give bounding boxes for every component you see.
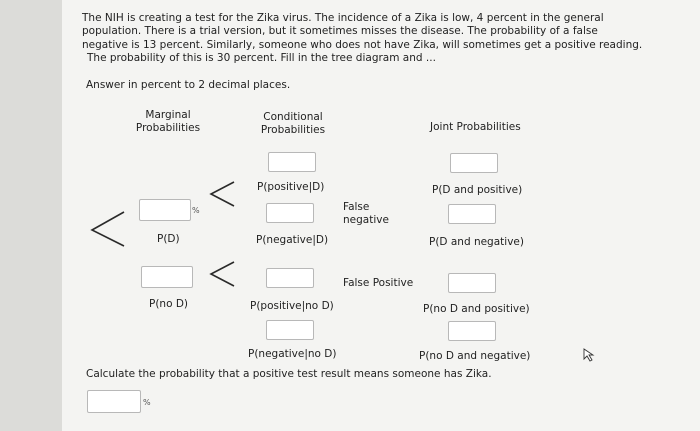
question-line-1: The NIH is creating a test for the Zika virus. The incidence of a Zika is low, 4 percent in the general	[82, 12, 604, 24]
false-negative-label-1: False	[343, 201, 370, 213]
header-conditional-2: Probabilities	[260, 124, 326, 136]
header-marginal-2: Probabilities	[135, 122, 201, 134]
false-negative-label-2: negative	[343, 214, 389, 226]
nod-branch-chevron	[208, 260, 238, 290]
d-branch-chevron	[208, 180, 238, 210]
false-positive-label: False Positive	[343, 277, 414, 289]
question-text	[82, 12, 642, 66]
header-conditional-1: Conditional	[263, 111, 323, 123]
p-pos-given-nod-input[interactable]	[266, 268, 314, 288]
header-marginal-1: Marginal	[145, 109, 191, 121]
p-neg-given-nod-label: P(negative|no D)	[248, 348, 337, 360]
joint-d-pos-input[interactable]	[450, 153, 498, 173]
p-pos-given-d-input[interactable]	[268, 152, 316, 172]
final-answer-input[interactable]	[87, 390, 141, 413]
final-question-text: Calculate the probability that a positive test result means someone has Zika.	[86, 368, 492, 380]
p-neg-given-d-input[interactable]	[266, 203, 314, 223]
root-branch-chevron	[88, 210, 128, 248]
joint-nod-neg-input[interactable]	[448, 321, 496, 341]
p-d-label: P(D)	[157, 233, 180, 245]
question-line-2: population. There is a trial version, but it sometimes misses the disease. The probability of a false	[82, 25, 598, 38]
question-line-4: The probability of this is 30 percent. Fill in the tree diagram and ...	[87, 52, 436, 65]
mouse-pointer-icon	[583, 348, 595, 362]
question-line-3: negative is 13 percent. Similarly, someone who does not have Zika, will sometimes get a positive reading.	[82, 38, 643, 51]
p-d-percent-sign: %	[192, 206, 200, 215]
p-pos-given-nod-label: P(positive|no D)	[250, 300, 334, 312]
p-no-d-input[interactable]	[141, 266, 193, 288]
joint-d-neg-label: P(D and negative)	[429, 236, 524, 248]
joint-d-pos-label: P(D and positive)	[432, 184, 523, 196]
p-neg-given-nod-input[interactable]	[266, 320, 314, 340]
p-no-d-label: P(no D)	[149, 298, 189, 310]
joint-nod-neg-label: P(no D and negative)	[419, 350, 531, 362]
joint-nod-pos-input[interactable]	[448, 273, 496, 293]
joint-nod-pos-label: P(no D and positive)	[423, 303, 530, 315]
header-joint: Joint Probabilities	[430, 121, 521, 133]
p-neg-given-d-label: P(negative|D)	[256, 234, 329, 246]
p-d-input[interactable]	[139, 199, 191, 221]
instruction-text: Answer in percent to 2 decimal places.	[86, 79, 291, 91]
p-pos-given-d-label: P(positive|D)	[257, 181, 325, 193]
final-percent-sign: %	[143, 398, 151, 407]
joint-d-neg-input[interactable]	[448, 204, 496, 224]
